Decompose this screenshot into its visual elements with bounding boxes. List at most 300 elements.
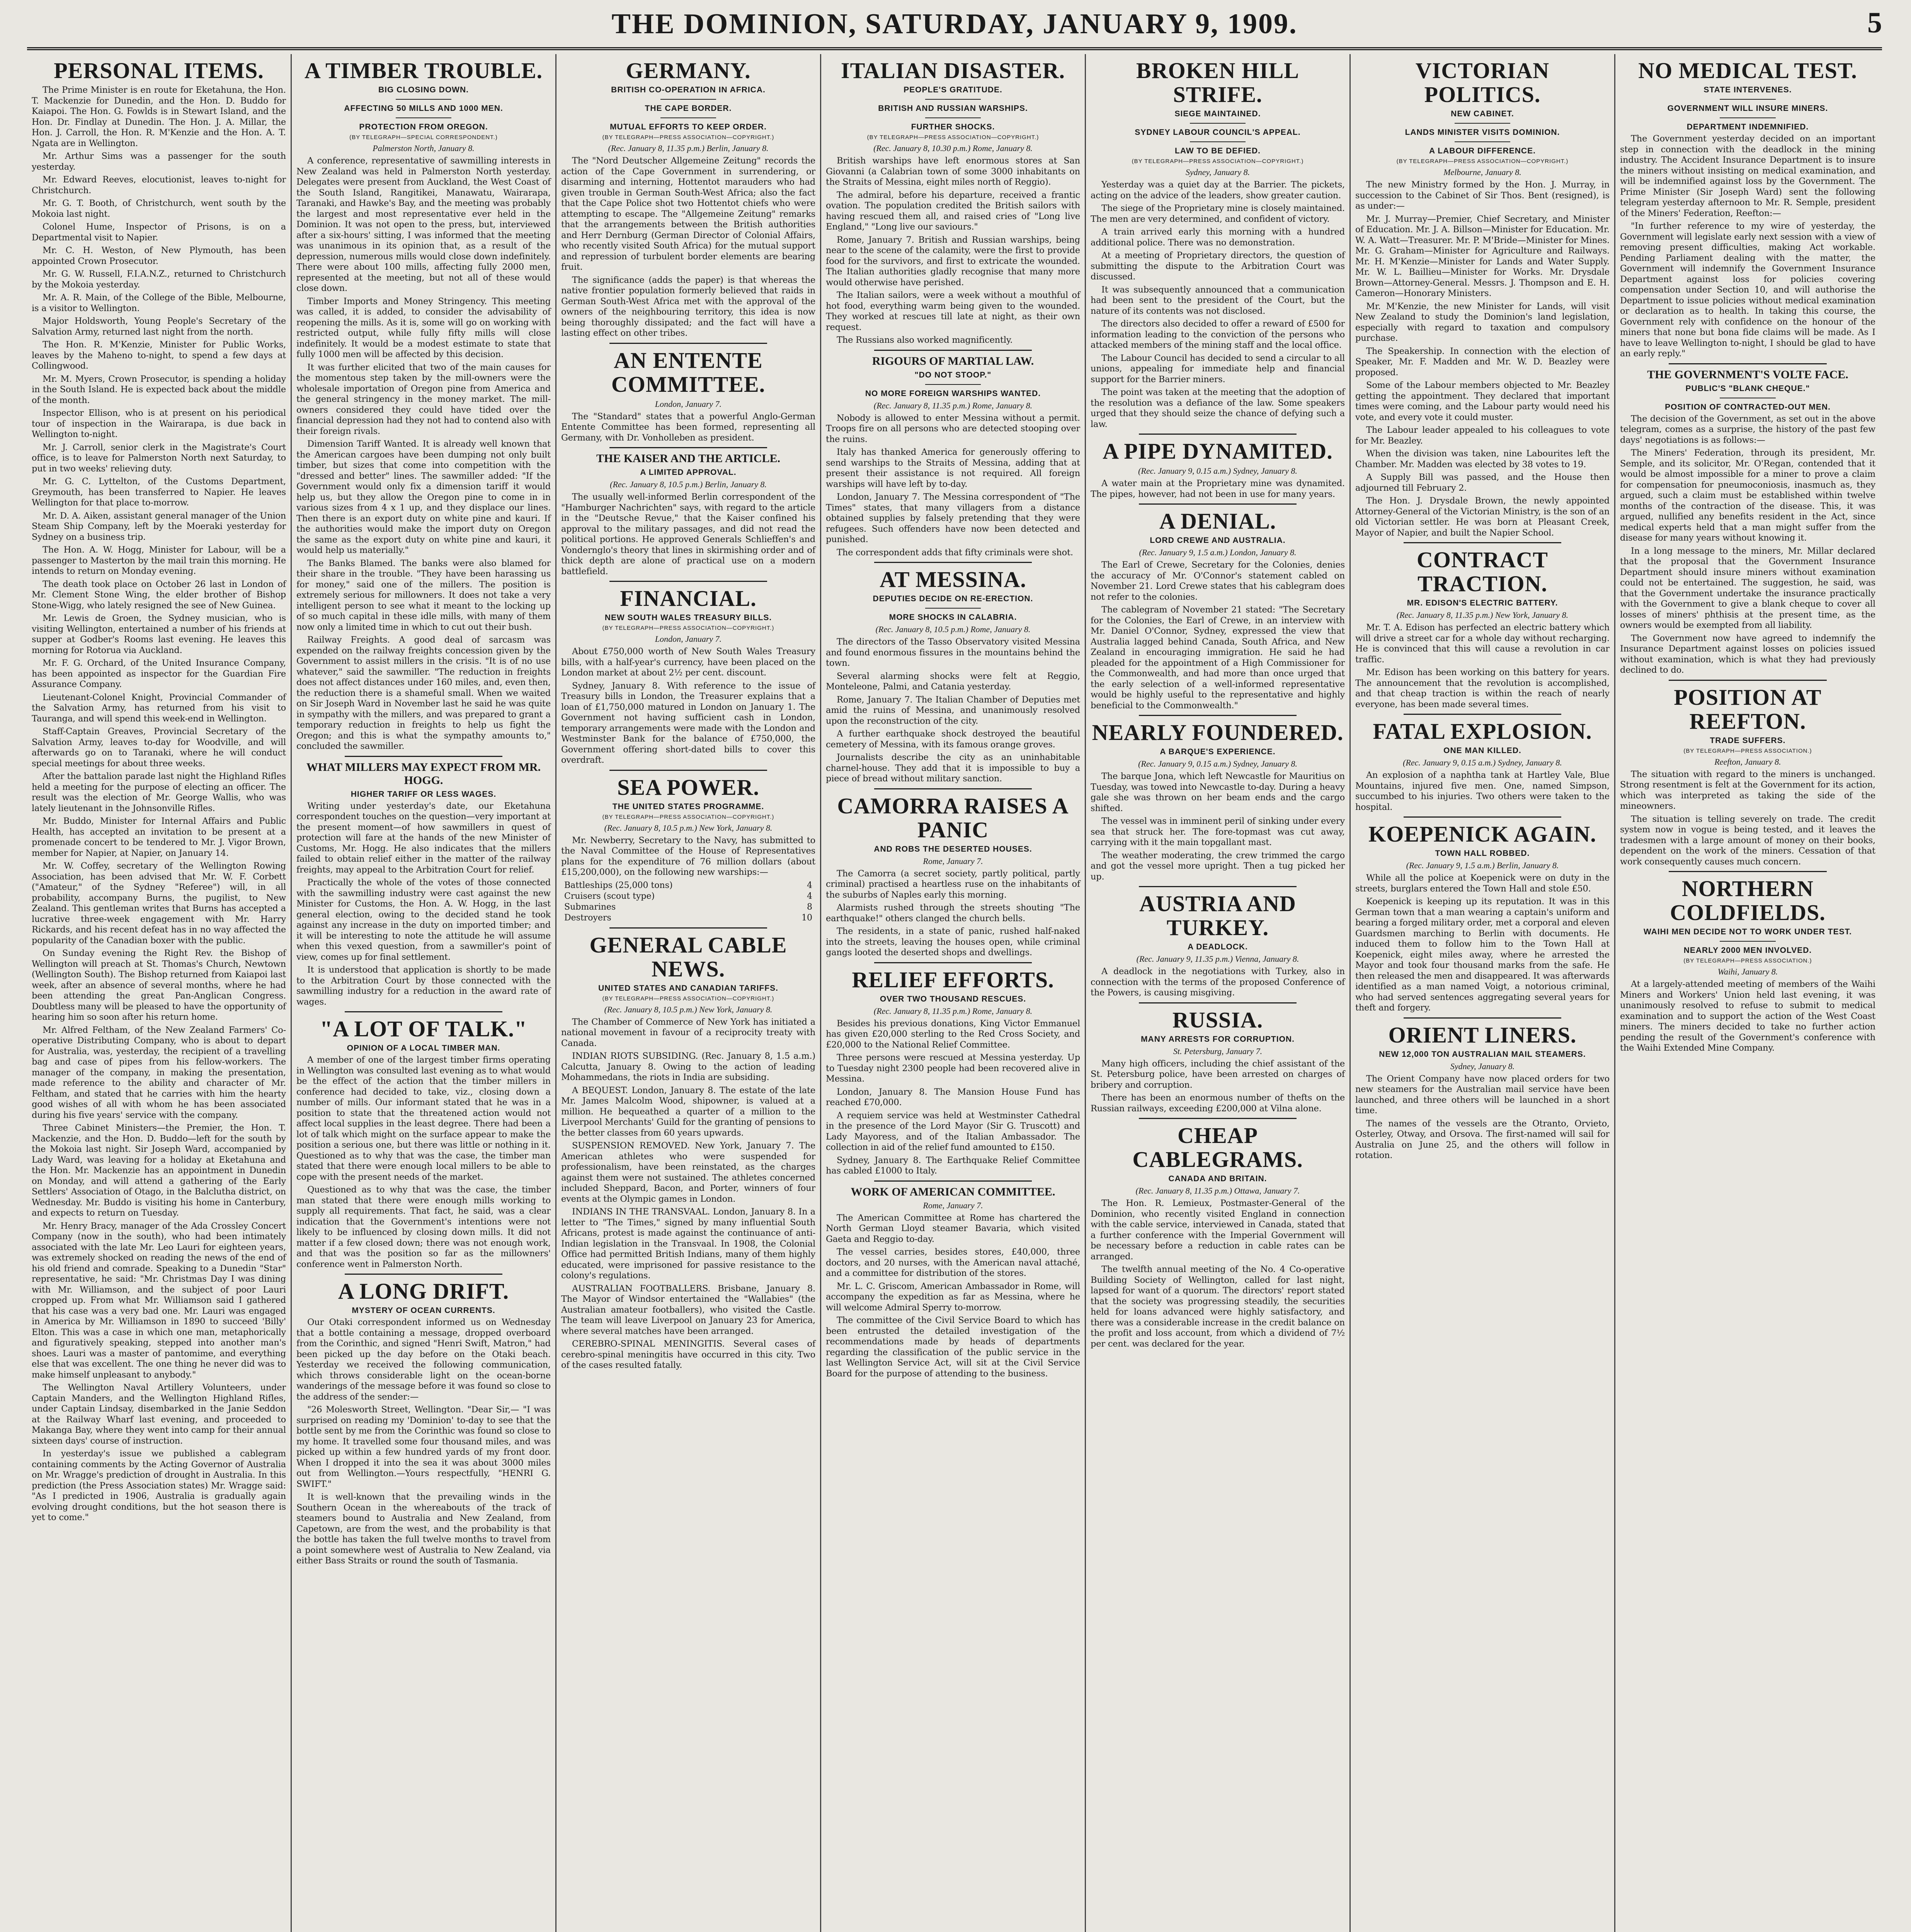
article-paragraph: A further earthquake shock destroyed the beautiful cemetery of Messina, with its famous orange groves. (826, 729, 1080, 750)
divider (925, 99, 981, 100)
table-row (561, 880, 815, 891)
article-paragraph: Questioned as to why that was the case, the timber man stated that there were enough mills working to supply all requirements. That fact, he said, was a clear indication that the Government's intentions were not likely to be influenced by closing down mills. It did not matter if a few closed down; there was not enough work, and that was the position so far as the millowners' conference went in Palmerston North. (296, 1185, 551, 1269)
dateline: (Rec. January 8, 11.35 p.m.) Berlin, January 8. (608, 143, 769, 153)
article-paragraph: Writing under yesterday's date, our Eketahuna correspondent touches on the question—very important at the present moment—of how sawmillers in quest of protection will fare at the hands of the new Minister of Customs, Mr. Hogg. He also indicates that the millers failed to obtain relief either in the matter of the railway freights, may appeal to the Arbitration Court for relief. (296, 801, 551, 875)
article (1355, 542, 1610, 710)
table-cell-label: Destroyers (564, 913, 611, 923)
article (561, 343, 815, 444)
article-paragraph: There has been an enormous number of thefts on the Russian railways, exceeding £200,000 at Vilna alone. (1091, 1093, 1345, 1114)
article-paragraph: Several alarming shocks were felt at Reggio, Monteleone, Palmi, and Catania yesterday. (826, 671, 1080, 692)
article-paragraph: INDIAN RIOTS SUBSIDING. (Rec. January 8, 1.5 a.m.) Calcutta, January 8. Owing to the action of leading Mohammedans, the riots in India are subsiding. (561, 1051, 815, 1082)
masthead (27, 5, 1882, 50)
dateline: (Rec. January 8, 11.35 p.m.) Rome, January 8. (873, 400, 1033, 410)
article (1620, 680, 1875, 867)
dateline: Sydney, January 8. (1450, 1061, 1515, 1071)
article-paragraph: The directors also decided to offer a reward of £500 for information leading to the conviction of the persons who attacked members of the mining staff and the local office. (1091, 319, 1345, 350)
article-paragraph: The usually well-informed Berlin correspondent of the "Hamburger Nachrichten" says, with regard to the article in the "Deutsche Revue," that the Kaiser confined his approval to the military passages, and did not read the political portions. He approved Generals Schlieffen's and Vondernglo's theory that lines in skirmishing order and of thick depth are alone of practical use on a modern battlefield. (561, 492, 815, 577)
headline: THE GOVERNMENT'S VOLTE FACE. (1647, 368, 1848, 381)
article (1091, 434, 1345, 500)
article-paragraph: Mr. T. A. Edison has perfected an electric battery which will drive a street car for a whole day without recharging. He is convinced that this will cause a revolution in car traffic. (1355, 622, 1610, 665)
subheadline: TOWN HALL ROBBED. (1435, 849, 1530, 858)
article-paragraph: Inspector Ellison, who is at present on his periodical tour of inspection in the Wairarapa, is due back in Wellington to-night. (32, 408, 286, 439)
subheadline: ONE MAN KILLED. (1443, 746, 1521, 755)
article (561, 770, 815, 923)
divider (660, 117, 716, 118)
article-paragraph: Mr. M'Kenzie, the new Minister for Lands, will visit New Zealand to study the Dominion's land legislation, especially with regard to taxation and compulsory purchase. (1355, 301, 1610, 343)
divider (1139, 1002, 1297, 1003)
telegraph-credit: (BY TELEGRAPH—PRESS ASSOCIATION—COPYRIGHT.) (602, 134, 774, 141)
article-paragraph: The Prime Minister is en route for Eketahuna, the Hon. T. Mackenzie for Dunedin, and the Hon. D. Buddo for Kaiapoi. The Hon. G. Fowlds is in Stewart Island, and the Hon. Dr. Findlay at Dunedin. The Hon. J. A. Millar, the Hon. J. Carroll, the Hon. R. M'Kenzie and the Hon. A. T. Ngata are in Wellington. (32, 85, 286, 148)
dateline: (Rec. January 8, 10.30 p.m.) Rome, January 8. (873, 143, 1033, 153)
divider (874, 562, 1032, 563)
article-paragraph: A water main at the Proprietary mine was dynamited. The pipes, however, had not been in use for many years. (1091, 478, 1345, 499)
article-paragraph: Three Cabinet Ministers—the Premier, the Hon. T. Mackenzie, and the Hon. D. Buddo—left for the south by the Mokoia last night. Sir Joseph Ward, accompanied by Lady Ward, was leaving for a holiday at Eketahuna and the Hon. Mr. Mackenzie has an appointment in Dunedin on Monday, and will attend a gathering of the Early Settlers' Association of Otago, in the Balclutha district, on Wednesday. Mr. Buddo is visiting his home in Canterbury, and expects to return on Tuesday. (32, 1123, 286, 1218)
article-paragraph: London, January 7. The Messina correspondent of "The Times" states, that many villagers from a distance obtained supplies by falsely pretending that they were refugees. Such offenders have now been detected and punished. (826, 492, 1080, 544)
subheadline: UNITED STATES AND CANADIAN TARIFFS. (598, 983, 778, 993)
article (1620, 363, 1875, 676)
telegraph-credit: (BY TELEGRAPH—PRESS ASSOCIATION.) (1683, 747, 1812, 754)
subheadline: DEPARTMENT INDEMNIFIED. (1686, 122, 1809, 131)
dateline: (Rec. January 8, 11.35 p.m.) New York, January 8. (1396, 610, 1569, 620)
article-paragraph: A deadlock in the negotiations with Turkey, also in connection with the terms of the proposed Conference of the Powers, is causing misgiving. (1091, 966, 1345, 998)
divider (660, 99, 716, 100)
headline: KOEPENICK AGAIN. (1368, 821, 1596, 847)
headline: AUSTRIA AND TURKEY. (1139, 891, 1296, 940)
subheadline: BRITISH AND RUSSIAN WARSHIPS. (878, 104, 1028, 113)
headline: FATAL EXPLOSION. (1373, 719, 1592, 744)
headline: SEA POWER. (617, 774, 759, 800)
subheadline: BIG CLOSING DOWN. (378, 85, 469, 94)
subheadline: THE CAPE BORDER. (645, 104, 732, 113)
article-paragraph: Mr. J. Murray—Premier, Chief Secretary, and Minister of Education. Mr. J. A. Billson—Minister for Education. Mr. W. A. Watt—Treasurer. Mr. P. M'Bride—Minister for Mines. Mr. G. Graham—Minister for Agriculture and Railways. Mr. H. M'Kenzie—Minister for Lands and Water Supply. Mr. W. L. Baillieu—Minister for Works. Mr. Drysdale Brown—Attorney-General. Messrs. J. Thompson and E. H. Cameron—Honorary Ministers. (1355, 214, 1610, 298)
divider (345, 1274, 502, 1275)
headline: ORIENT LINERS. (1388, 1022, 1577, 1048)
dateline: Palmerston North, January 8. (373, 143, 475, 153)
headline: CONTRACT TRACTION. (1417, 547, 1548, 596)
divider (1190, 123, 1246, 124)
subheadline: NEW SOUTH WALES TREASURY BILLS. (604, 613, 772, 622)
dateline: (Rec. January 9, 0.15 a.m.) Sydney, January 8. (1138, 759, 1297, 769)
headline: GERMANY. (626, 58, 751, 83)
article-paragraph: Besides his previous donations, King Victor Emmanuel has given £20,000 sterling to the Red Cross Society, and £20,000 to the National Relief Committee. (826, 1018, 1080, 1050)
subheadline: NEW 12,000 TON AUSTRALIAN MAIL STEAMERS. (1379, 1049, 1586, 1059)
article (561, 447, 815, 577)
article-paragraph: Mr. Henry Bracy, manager of the Ada Crossley Concert Company (now in the south), who had been intimately associated with the late Mr. Leo Lauri for eighteen years, was extremely shocked on reading the news of the end of his old friend and comrade. Speaking to a Dunedin "Star" representative, he said: "Mr. Christmas Day I was dining with Mr. Williamson, and the subject of poor Lauri cropped up. From what Mr. Williamson said I gathered that his case was a very bad one. Mr. Lauri was engaged in America by Mr. Williamson in 1890 to succeed 'Billy' Elton. This was a case in which one man, metaphorically and figuratively speaking, stepped into another man's shoes. Lauri was a master of pantomime, and everything else that was excellent. The one thing he never did was to make himself unpleasant to anybody." (32, 1221, 286, 1380)
headline: NEARLY FOUNDERED. (1092, 720, 1344, 745)
article-paragraph: The Hon. J. Drysdale Brown, the newly appointed Attorney-General of the Victorian Ministry, is the son of an old Victorian settler. He was born at Pleasant Creek, Mayor of Napier, and built the Napier School. (1355, 496, 1610, 538)
divider (1404, 1017, 1561, 1019)
headline: WHAT MILLERS MAY EXPECT FROM MR. HOGG. (306, 760, 541, 787)
dateline: (Rec. January 9, 11.35 p.m.) Vienna, January 8. (1136, 954, 1299, 964)
article-paragraph: The Italian sailors, were a week without a mouthful of hot food, everything warm being given to the wounded. They worked at rescues till late at night, as their own request. (826, 290, 1080, 332)
article-paragraph: London, January 8. The Mansion House Fund has reached £70,000. (826, 1087, 1080, 1107)
article (1355, 714, 1610, 813)
article-paragraph: Mr. Edward Reeves, elocutionist, leaves to-night for Christchurch. (32, 175, 286, 196)
subheadline: LAW TO BE DEFIED. (1175, 146, 1261, 155)
article-paragraph: The Miners' Federation, through its president, Mr. Semple, and its solicitor, Mr. O'Regan, contended that it would be almost impossible for a miner to prove a claim for compensation for pneumoconiosis, inasmuch as, they argued, such a claim must be established within twelve months of the contraction of the disease. This, it was argued, nullified any benefits resident in the Act, since medical experts held that a man might suffer from the disease for many years without knowing it. (1620, 448, 1875, 543)
dateline: (Rec. January 9, 0.15 a.m.) Sydney, January 8. (1138, 466, 1297, 476)
column (821, 54, 1086, 1932)
headline: VICTORIAN POLITICS. (1415, 58, 1550, 107)
article-paragraph: Mr. Buddo, Minister for Internal Affairs and Public Health, has accepted an invitation to be present at a promenade concert to be tendered to Mr. J. Vigor Brown, member for Napier, at Napier, on January 14. (32, 816, 286, 858)
headline: AT MESSINA. (880, 567, 1026, 592)
divider (1455, 141, 1511, 142)
article-paragraph: Many high officers, including the chief assistant of the St. Petersburg police, have been arrested on charges of bribery and corruption. (1091, 1058, 1345, 1090)
article-paragraph: A Supply Bill was passed, and the House then adjourned till February 2. (1355, 472, 1610, 493)
article-paragraph: Colonel Hume, Inspector of Prisons, is on a Departmental visit to Napier. (32, 222, 286, 243)
article-paragraph: The Speakership. In connection with the election of Speaker, Mr. F. Madden and Mr. W. D. Beazley were proposed. (1355, 346, 1610, 378)
article-paragraph: Mr. G. W. Russell, F.I.A.N.Z., returned to Christchurch by the Mokoia yesterday. (32, 269, 286, 290)
article-paragraph: The Hon. R. Lemieux, Postmaster-General of the Dominion, who recently visited England in connection with the cable service, interviewed in Canada, stated that a further conference with the Imperial Government will be necessary before a reduction in cable rates can be arranged. (1091, 1198, 1345, 1262)
column (1086, 54, 1351, 1932)
divider (345, 1011, 502, 1012)
article-paragraph: The twelfth annual meeting of the No. 4 Co-operative Building Society of Wellington, called for last night, lapsed for want of a quorum. The directors' report stated that the society was progressing steadily, the securities held for loans advanced were highly satisfactory, and there was a considerable increase in the credit balance on the profit and loss account, from which a dividend of 7½ per cent. was declared for the year. (1091, 1264, 1345, 1349)
headline: THE KAISER AND THE ARTICLE. (596, 452, 781, 465)
telegraph-credit: (BY TELEGRAPH—PRESS ASSOCIATION—COPYRIGHT.) (602, 995, 774, 1002)
article-paragraph: The Government yesterday decided on an important step in connection with the deadlock in the mining industry. The Accident Insurance Department is to insure the miners without insisting on medical examination, and will be indemnified against loss by the Government. The Prime Minister (Sir Joseph Ward) sent the following telegram yesterday afternoon to Mr. R. Semple, president of the Miners' Federation, Reefton:— (1620, 134, 1875, 218)
article (32, 59, 286, 1523)
article-paragraph: Rome, January 7. British and Russian warships, being near to the scene of the calamity, were the first to provide food for the survivors, and first to extricate the wounded. The Italian authorities gladly recognise that many more would otherwise have perished. (826, 235, 1080, 287)
article-paragraph: Sydney, January 8. With reference to the issue of Treasury bills in London, the Treasurer explains that a loan of £1,750,000 matured in London on January 1. The Government not having sufficient cash in London, temporary arrangements were made with the London and Westminster Bank for the balance of £750,000, the Government offering short-dated bills to cover this overdraft. (561, 680, 815, 765)
subheadline: MUTUAL EFFORTS TO KEEP ORDER. (610, 122, 767, 131)
article-paragraph: The "Standard" states that a powerful Anglo-German Entente Committee has been formed, representing all Germany, with Dr. Vonholleben as president. (561, 411, 815, 443)
article-paragraph: The residents, in a state of panic, rushed half-naked into the streets, leaving the houses open, while criminal gangs looted the deserted shops and dwellings. (826, 926, 1080, 957)
article (1355, 1017, 1610, 1161)
article (826, 59, 1080, 346)
article (1091, 715, 1345, 882)
article (826, 1180, 1080, 1379)
article (561, 927, 815, 1371)
article-paragraph: A requiem service was held at Westminster Cathedral in the presence of the Lord Mayor (Sir G. Truscott) and Lady Mayoress, and of the Italian Ambassador. The collection in aid of the relief fund amounted to £150. (826, 1110, 1080, 1152)
dateline: (Rec. January 9, 1.5 a.m.) London, January 8. (1139, 548, 1297, 557)
telegraph-credit: (BY TELEGRAPH—PRESS ASSOCIATION—COPYRIGHT.) (1396, 158, 1569, 165)
subheadline: GOVERNMENT WILL INSURE MINERS. (1667, 104, 1828, 113)
column (1615, 54, 1880, 1932)
article-paragraph: Mr. A. R. Main, of the College of the Bible, Melbourne, is a visitor to Wellington. (32, 293, 286, 313)
article-paragraph: The new Ministry formed by the Hon. J. Murray, in succession to the Cabinet of Sir Thos. Bent (resigned), is as under:— (1355, 180, 1610, 211)
warship-table (561, 880, 815, 923)
article (826, 788, 1080, 958)
article-paragraph: The Wellington Naval Artillery Volunteers, under Captain Manders, and the Wellington Highland Rifles, under Captain Lindsay, disembarked in the Janie Seddon at the Railway Wharf last evening, and proceeded to Makanga Bay, where they went into camp for their annual sixteen days' course of instruction. (32, 1383, 286, 1446)
headline: NORTHERN COLDFIELDS. (1670, 876, 1826, 925)
article-paragraph: The barque Jona, which left Newcastle for Mauritius on Tuesday, was towed into Newcastle to-day. During a heavy gale she was thrown on her beam ends and the cargo shifted. (1091, 771, 1345, 813)
headline: CHEAP CABLEGRAMS. (1132, 1123, 1303, 1172)
article-paragraph: The death took place on October 26 last in London of Mr. Clement Stone Wing, the elder brother of Bishop Stone-Wigg, who lately resigned the see of New Guinea. (32, 579, 286, 611)
article-paragraph: The weather moderating, the crew trimmed the cargo and got the vessel more upright. Then a tug picked her up. (1091, 850, 1345, 882)
divider (345, 756, 502, 757)
article-paragraph: Mr. Arthur Sims was a passenger for the south yesterday. (32, 151, 286, 172)
divider (925, 384, 981, 385)
dateline: (Rec. January 8, 10.5 p.m.) New York, January 8. (604, 1004, 773, 1014)
dateline: (Rec. January 9, 0.15 a.m.) Sydney, January 8. (1403, 758, 1562, 767)
article-paragraph: The Labour leader appealed to his colleagues to vote for Mr. Beazley. (1355, 425, 1610, 446)
divider (1139, 886, 1297, 887)
column (27, 54, 292, 1932)
article-paragraph: Sydney, January 8. The Earthquake Relief Committee has cabled £1000 to Italy. (826, 1155, 1080, 1176)
headline: RIGOURS OF MARTIAL LAW. (872, 354, 1034, 367)
divider (1404, 816, 1561, 818)
dateline: (Rec. January 9, 1.5 a.m.) Berlin, January 8. (1406, 861, 1559, 870)
dateline: Sydney, January 8. (1185, 167, 1250, 177)
article-paragraph: On Sunday evening the Right Rev. the Bishop of Wellington will preach at St. Thomas's Church, Newtown (Wellington South). The Bishop returned from Kaiapoi last week, after an absence of several months, where he had been attending the great Pan-Anglican Congress. Doubtless many will be pleased to have the opportunity of hearing him so soon after his return home. (32, 948, 286, 1022)
dateline: Waihi, January 8. (1717, 967, 1778, 976)
article-paragraph: Staff-Captain Greaves, Provincial Secretary of the Salvation Army, leaves to-day for Woodville, and will afterwards go on to Taranaki, where he will conduct special meetings for about three weeks. (32, 726, 286, 769)
column (292, 54, 556, 1932)
article-paragraph: While all the police at Koepenick were on duty in the streets, burglars entered the Town Hall and stole £50. (1355, 873, 1610, 894)
subheadline: MORE SHOCKS IN CALABRIA. (889, 613, 1017, 622)
divider (874, 962, 1032, 963)
article-paragraph: Mr. J. Carroll, senior clerk in the Magistrate's Court office, is to leave for Palmerston North next Saturday, to put in two weeks' relieving duty. (32, 442, 286, 474)
article-paragraph: British warships have left enormous stores at San Giovanni (a Calabrian town of some 3000 inhabitants on the Straits of Messina, eight miles north of Reggio). (826, 156, 1080, 187)
article-paragraph: The Russians also worked magnificently. (837, 335, 1013, 345)
subheadline: FURTHER SHOCKS. (911, 122, 995, 131)
telegraph-credit: (BY TELEGRAPH—PRESS ASSOCIATION—COPYRIGHT.) (602, 813, 774, 820)
divider (1720, 941, 1776, 942)
subheadline: SIEGE MAINTAINED. (1174, 109, 1261, 118)
table-cell-label: Battleships (25,000 tons) (564, 880, 673, 890)
columns (27, 54, 1882, 1932)
subheadline: AFFECTING 50 MILLS AND 1000 MEN. (344, 104, 503, 113)
dateline: (Rec. January 8, 10.5 p.m.) Rome, January 8. (875, 624, 1031, 634)
article-paragraph: The Camorra (a secret society, partly political, partly criminal) practised a heartless ruse on the inhabitants of the suburbs of Naples early this morning. (826, 868, 1080, 900)
article-paragraph: Mr. L. C. Griscom, American Ambassador in Rome, will accompany the expedition as far as Messina, where he will welcome Admiral Sperry to-morrow. (826, 1281, 1080, 1313)
article-paragraph: The Labour Council has decided to send a circular to all unions, appealing for immediate help and financial support for the Barrier miners. (1091, 353, 1345, 384)
dateline: Melbourne, January 8. (1443, 167, 1521, 177)
article (826, 562, 1080, 784)
article-paragraph: The Hon. A. W. Hogg, Minister for Labour, will be a passenger to Masterton by the mail train this morning. He intends to return on Monday evening. (32, 545, 286, 576)
article-paragraph: After the battalion parade last night the Highland Rifles held a meeting for the purpose of electing an officer. The result was the election of Mr. George Wallis, who was lately lieutenant in the Johnsonville Rifles. (32, 771, 286, 813)
subheadline: TRADE SUFFERS. (1710, 736, 1786, 745)
article-paragraph: An explosion of a naphtha tank at Hartley Vale, Blue Mountains, injured five men. One, named Simpson, succumbed to his injuries. Two others were taken to the hospital. (1355, 770, 1610, 812)
headline: A DENIAL. (1159, 509, 1276, 534)
article-paragraph: Mr. C. H. Weston, of New Plymouth, has been appointed Crown Prosecutor. (32, 245, 286, 266)
subheadline: NEW CABINET. (1451, 109, 1514, 118)
article-paragraph: In yesterday's issue we published a cablegram containing comments by the Acting Governor of Australia on Mr. Wragge's prediction of drought in Australia. In this prediction (the Press Association states) Mr. Wragge said: "As I predicted in 1906, Australia is gradually again evolving drought conditions, but the hot season there is yet to come." (32, 1449, 286, 1522)
article-paragraph: The names of the vessels are the Otranto, Orvieto, Osterley, Otway, and Orsova. The first-named will sail for Australia on June 25, and the others will follow in rotation. (1355, 1118, 1610, 1160)
divider (396, 99, 452, 100)
article (1620, 59, 1875, 359)
article (1355, 59, 1610, 538)
article-paragraph: The Government now have agreed to indemnify the Insurance Department against losses on policies issued without examination, which is what they had previously declined to do. (1620, 633, 1875, 675)
column (1351, 54, 1615, 1932)
divider (609, 447, 767, 448)
table-cell-value: 10 (801, 913, 812, 923)
divider (609, 927, 767, 929)
page-number: 5 (1867, 7, 1882, 39)
article-paragraph: Alarmists rushed through the streets shouting "The earthquake!" others clanged the church bells. (826, 903, 1080, 923)
article-paragraph: The point was taken at the meeting that the adoption of the resolution was a defiance of the law. Some speakers urged that they should seize the chance of defying such a law. (1091, 387, 1345, 429)
article-paragraph: "In further reference to my wire of yesterday, the Government will legislate early next session with a view of removing present difficulties, making Act workable. Pending Parliament dealing with the matter, the Government will indemnify the Government Insurance Department against loss for policies covering compensation under Section 10, and will authorise the Department to issue policies without medical examination or declaration as to health. In taking this course, the Government rely with confidence on the honour of the miners that none but bona fide claims will be made. As I have to leave Wellington to-night, I should be glad to have an early reply." (1620, 221, 1875, 359)
divider (1404, 542, 1561, 543)
article-paragraph: The decision of the Government, as set out in the above telegram, comes as a surprise, the history of the past few days' negotiations is as follows:— (1620, 413, 1875, 445)
article (1091, 1118, 1345, 1349)
divider (925, 117, 981, 118)
table-cell-value: 4 (807, 880, 812, 890)
divider (1720, 99, 1776, 100)
article-paragraph: CEREBRO-SPINAL MENINGITIS. Several cases of cerebro-spinal meningitis have occurred in this city. Two of the cases resulted fatally. (561, 1339, 815, 1370)
dateline: Rome, January 7. (923, 1200, 983, 1210)
article (561, 581, 815, 766)
article-paragraph: Mr. Edison has been working on this battery for years. The announcement that the revolution is accomplished, and that cheap traction is within the reach of nearly everyone, has been made several times. (1355, 667, 1610, 709)
page-title: THE DOMINION, SATURDAY, JANUARY 9, 1909. (611, 8, 1298, 40)
table-cell-value: 8 (807, 902, 812, 912)
divider (1139, 1118, 1297, 1119)
article-paragraph: The situation with regard to the miners is unchanged. Strong resentment is felt at the Government for its action, which was interpreted as taking the side of the mineowners. (1620, 769, 1875, 811)
dateline: Reefton, January 8. (1714, 757, 1781, 767)
article-paragraph: Nobody is allowed to enter Messina without a permit. Troops fire on all persons who are detected stooping over the ruins. (826, 413, 1080, 444)
telegraph-credit: (BY TELEGRAPH—PRESS ASSOCIATION.) (1683, 957, 1812, 964)
article-paragraph: Mr. M. Myers, Crown Prosecutor, is spending a holiday in the South Island. He is expected back about the middle of the month. (32, 374, 286, 405)
divider (1190, 141, 1246, 142)
divider (396, 117, 452, 118)
headline: PERSONAL ITEMS. (54, 58, 264, 83)
article-paragraph: Dimension Tariff Wanted. It is already well known that the American cargoes have been dumping not only built timber, but sizes that come into competition with the "dressed and better" lines. The sawmiller added: "If the Government would only fix a dimension tariff it would help us, but they allow the Oregon pine to come in in various sizes from 4 x 1 up, and they displace our lines. Then there is an export duty on white pine and kauri. If the authorities would make the import duty on Oregon the same as the export duty on white pine and kauri, it would help us materially." (296, 439, 551, 555)
dateline: (Rec. January 8, 10.5 p.m.) Berlin, January 8. (610, 480, 767, 489)
subheadline: DEPUTIES DECIDE ON RE-ERECTION. (873, 594, 1033, 603)
headline: WORK OF AMERICAN COMMITTEE. (851, 1185, 1055, 1198)
article (1091, 1002, 1345, 1114)
article-paragraph: The situation is telling severely on trade. The credit system now in vogue is being tested, and it leaves the tradesmen with a large amount of money on their books, dependent on the work of the miners. Cessation of that work consequently causes much concern. (1620, 814, 1875, 867)
divider (925, 608, 981, 609)
article-paragraph: Railway Freights. A good deal of sarcasm was expended on the railway freights concession given by the Government to assist millers in the crisis. "It is of no use whatever," said the sawmiller. "The reduction in freights does not affect distances under 160 miles, and, even then, the reduction there is a shameful small. When we waited on Sir Joseph Ward in November last he said he was quite in sympathy with the millers, and was prepared to grant a temporary reduction in freights to help us fight the Oregon; and this is what the sympathy amounts to," concluded the sawmiller. (296, 635, 551, 751)
subheadline: CANADA AND BRITAIN. (1168, 1174, 1267, 1183)
subheadline: A DEADLOCK. (1187, 942, 1248, 951)
telegraph-credit: (BY TELEGRAPH—SPECIAL CORRESPONDENT.) (349, 134, 498, 141)
dateline: London, January 7. (655, 634, 722, 644)
subheadline: LORD CREWE AND AUSTRALIA. (1150, 536, 1286, 545)
article (1355, 816, 1610, 1014)
article-paragraph: The "Nord Deutscher Allgemeine Zeitung" records the action of the Cape Government in surrendering, or disarming and interning, Hottentot marauders who had given trouble in German South-West Africa; also the fact that the Cape Police shot two Hottentot chiefs who were attempting to escape. The "Allgemeine Zeitung" remarks that the arrangements between the British authorities and Herr Dernburg (German Director of Colonial Affairs, who recently visited South Africa) for the mutual support and repression of turbulent border elements are bearing fruit. (561, 156, 815, 272)
article-paragraph: In a long message to the miners, Mr. Millar declared that the proposal that the Government Insurance Department should insure miners without examination could not be entertained. The suggestion, he said, was that the Government undertake the insurance practically with the Government to give a blank cheque to cover all losses of miners' phthisis at the present time, as the owners would be exempted from all liability. (1620, 546, 1875, 630)
subheadline: "DO NOT STOOP." (914, 370, 992, 379)
article-paragraph: Mr. G. T. Booth, of Christchurch, went south by the Mokoia last night. (32, 198, 286, 219)
subheadline: OVER TWO THOUSAND RESCUES. (880, 994, 1026, 1003)
table-cell-label: Cruisers (scout type) (564, 891, 655, 901)
article (296, 756, 551, 1008)
article-paragraph: "26 Molesworth Street, Wellington. "Dear Sir,— "I was surprised on reading my 'Dominion' to-day to see that the bottle sent by me from the Corinthic was found so close to my home. It travelled some four thousand miles, and was picked up within a few hundred yards of my front door. When I dropped it into the sea it was about 3000 miles out from Wellington.—Yours respectfully, "HENRI G. SWIFT." (296, 1405, 551, 1489)
subheadline: BRITISH CO-OPERATION IN AFRICA. (611, 85, 766, 94)
article-paragraph: Mr. Newberry, Secretary to the Navy, has submitted to the Naval Committee of the House of Representatives plans for the expenditure of 76 million dollars (about £15,200,000), on the following new warships:— (561, 835, 815, 877)
subheadline: WAIHI MEN DECIDE NOT TO WORK UNDER TEST. (1644, 927, 1852, 936)
article-paragraph: The admiral, before his departure, received a frantic ovation. The population credited the British sailors with having rescued them all, and raised cries of "Long live England," "Long live our saviours." (826, 190, 1080, 232)
divider (609, 770, 767, 771)
headline: POSITION AT REEFTON. (1674, 684, 1822, 734)
headline: "A LOT OF TALK." (320, 1016, 527, 1041)
article-paragraph: It is understood that application is shortly to be made to the Arbitration Court by those connected with the sawmilling industry for a reduction in the award rate of wages. (296, 965, 551, 1007)
subheadline: OPINION OF A LOCAL TIMBER MAN. (347, 1044, 500, 1053)
headline: FINANCIAL. (620, 586, 757, 611)
article-paragraph: Mr. W. Coffey, secretary of the Wellington Rowing Association, has been advised that Mr. W. F. Corbett ("Amateur," of the Sydney "Referee") will, in all probability, accompany Burns, the pugilist, to New Zealand. This gentleman writes that Burns has accepted a lucrative three-week engagement with Mr. Harry Rickards, and his recent defeat has in no way affected the popularity of the Canadian boxer with the public. (32, 861, 286, 946)
article-paragraph: Mr. D. A. Aiken, assistant general manager of the Union Steam Ship Company, left by the Moeraki yesterday for Sydney on a business trip. (32, 510, 286, 542)
telegraph-credit: (BY TELEGRAPH—PRESS ASSOCIATION—COPYRIGHT.) (602, 625, 774, 631)
subheadline: MR. EDISON'S ELECTRIC BATTERY. (1407, 599, 1558, 607)
table-cell-value: 4 (807, 891, 812, 901)
article-paragraph: Yesterday was a quiet day at the Barrier. The pickets, acting on the advice of the leaders, show greater caution. (1091, 180, 1345, 201)
article (561, 59, 815, 339)
article-paragraph: Koepenick is keeping up its reputation. It was in this German town that a man wearing a captain's uniform and bearing a forged military order, met a corporal and eleven Guardsmen marching to Berlin with documents. He induced them to follow him to the Town Hall at Koepenick, eight miles away, where he arrested the Mayor and took four thousand marks from the safe. He then released the men and disappeared. It was afterwards identified as a man named Voigt, a notorious criminal, who had served sentences aggregating several years for theft and forgery. (1355, 896, 1610, 1013)
article-paragraph: The vessel carries, besides stores, £40,000, three doctors, and 20 nurses, with the American naval attaché, and a committee for distribution of the stores. (826, 1247, 1080, 1278)
article-paragraph: It was subsequently announced that a communication had been sent to the president of the Court, but the nature of its contents was not disclosed. (1091, 284, 1345, 316)
article (826, 962, 1080, 1177)
headline: GENERAL CABLE NEWS. (589, 932, 787, 981)
divider (1404, 714, 1561, 715)
article-paragraph: Practically the whole of the votes of those connected with the sawmilling industry were cast against the new Minister for Customs, the Hon. A. W. Hogg, in the last general election, owing to the decided stand he took against any increase in the duty on imported timber; and it will be interesting to note the attitude he will assume when this vexed question, from a sawmiller's point of view, comes up for final settlement. (296, 878, 551, 962)
article-paragraph: Timber Imports and Money Stringency. This meeting was called, it is added, to consider the advisability of reopening the mills. As it is, some will go on working with restricted output, while fully fifty mills will close indefinitely. It would be a modest estimate to state that fully 1000 men will be affected by this decision. (296, 296, 551, 359)
article-paragraph: The Chamber of Commerce of New York has initiated a national movement in favour of a reciprocity treaty with Canada. (561, 1017, 815, 1048)
telegraph-credit: (BY TELEGRAPH—PRESS ASSOCIATION—COPYRIGHT.) (867, 134, 1039, 141)
article-paragraph: Major Holdsworth, Young People's Secretary of the Salvation Army, returned last night from the north. (32, 316, 286, 337)
article-paragraph: The American Committee at Rome has chartered the North German Lloyd steamer Bavaria, which visited Gaeta and Reggio to-day. (826, 1213, 1080, 1244)
subheadline: SYDNEY LABOUR COUNCIL'S APPEAL. (1135, 128, 1301, 137)
article-paragraph: The committee of the Civil Service Board to which has been entrusted the detailed investigation of the recommendations made by heads of departments regarding the classification of the public service in the last Wellington Service Act, will sit at the Civil Service Board for the purpose of attending to the business. (826, 1315, 1080, 1379)
column (556, 54, 821, 1932)
headline: BROKEN HILL STRIFE. (1136, 58, 1299, 107)
divider (1669, 363, 1827, 364)
subheadline: PUBLIC'S "BLANK CHEQUE." (1685, 384, 1810, 393)
headline: RUSSIA. (1172, 1007, 1263, 1032)
article-paragraph: Some of the Labour members objected to Mr. Beazley getting the appointment. They declared that important times were coming, and the Labour party would need his vote, and every vote it could muster. (1355, 380, 1610, 422)
dateline: (Rec. January 8, 11.35 p.m.) Rome, January 8. (873, 1006, 1033, 1016)
article-paragraph: When the division was taken, nine Labourites left the Chamber. Mr. Madden was elected by 38 votes to 19. (1355, 449, 1610, 469)
article-paragraph: AUSTRALIAN FOOTBALLERS. Brisbane, January 8. The Mayor of Windsor entertained the "Wallabies" (the Australian amateur footballers), who visited the Castle. The team will leave Liverpool on January 23 for America, where several matches have been arranged. (561, 1283, 815, 1336)
article-paragraph: The Banks Blamed. The banks were also blamed for their share in the trouble. "They have been harassing us for money," said one of the millers. The position is extremely serious for millowners. It does not take a very intelligent person to see what it meant to the locking up of so much capital in these idle mills, with many of them now only a limited time in which to cut out their bush. (296, 558, 551, 632)
article-paragraph: INDIANS IN THE TRANSVAAL. London, January 8. In a letter to "The Times," signed by many influential South Africans, protest is made against the continuance of anti-Indian legislation in the Transvaal. In 1908, the Colonial Office had permitted British Indians, many of them highly educated, were imprisoned for passive resistance to the colony's regulations. (561, 1207, 815, 1281)
table-cell-label: Submarines (564, 902, 616, 912)
article-paragraph: Mr. Alfred Feltham, of the New Zealand Farmers' Co-operative Distributing Company, who is about to depart for Australia, was, yesterday, the recipient of a travelling bag and case of pipes from his fellow-workers. The manager of the company, in making the presentation, made reference to the ability and character of Mr. Feltham, and stated that he carries with him the hearty good wishes of all with whom he has been associated during his five years' service with the company. (32, 1025, 286, 1120)
divider (1455, 123, 1511, 124)
subheadline: PROTECTION FROM OREGON. (359, 122, 488, 131)
article-paragraph: About £750,000 worth of New South Wales Treasury bills, with a half-year's currency, have been placed on the London market at about 2½ per cent. discount. (561, 646, 815, 678)
article-paragraph: The significance (adds the paper) is that whereas the native frontier population formerly believed that raids in German South-West Africa met with the approval of the owners of the neighbouring territory, this idea is now being thoroughly dissipated; and the fact will have a lasting effect on other tribes. (561, 275, 815, 338)
article-paragraph: Mr. G. C. Lyttelton, of the Customs Department, Greymouth, has been transferred to Napier. He leaves Wellington for that place to-morrow. (32, 476, 286, 508)
article (296, 1011, 551, 1270)
article-paragraph: The Orient Company have now placed orders for two new steamers for the Australian mail service have been launched, and three others will be launched in a short time. (1355, 1073, 1610, 1116)
article-paragraph: Italy has thanked America for generously offering to send warships to the Straits of Messina, adding that at present their assistance is not required. All foreign warships will have left by to-day. (826, 447, 1080, 489)
article (1091, 59, 1345, 430)
article-paragraph: A train arrived early this morning with a hundred additional police. There was no demonstration. (1091, 227, 1345, 248)
table-row (561, 902, 815, 913)
article (826, 350, 1080, 558)
dateline: St. Petersburg, January 7. (1173, 1046, 1263, 1056)
headline: RELIEF EFFORTS. (852, 967, 1054, 992)
subheadline: A BARQUE'S EXPERIENCE. (1160, 747, 1276, 756)
subheadline: LANDS MINISTER VISITS DOMINION. (1405, 128, 1560, 137)
table-row (561, 891, 815, 902)
article-paragraph: A conference, representative of sawmilling interests in New Zealand was held in Palmerston North yesterday. Delegates were present from Auckland, the West Coast of the South Island, Rangitikei, Manawatu, Wairarapa, Taranaki, and Hawke's Bay, and the meeting was probably the largest and most representative ever held in the Dominion. It was not open to the press, but, interviewed after a six-hours' sitting, I was informed that the meeting was unanimous in its opinion that, as a result of the depression, numerous mills would close down indefinitely. There were about 100 mills, affecting fully 2000 men, represented at the meeting, but not all of these would close down. (296, 156, 551, 293)
article-paragraph: The correspondent adds that fifty criminals were shot. (837, 547, 1073, 558)
article (1620, 871, 1875, 1054)
divider (1139, 715, 1297, 716)
divider (1669, 871, 1827, 872)
article-paragraph: At a largely-attended meeting of members of the Waihi Miners and Workers' Union held last evening, it was unanimously resolved to refuse to submit to medical examination and to support the action of the West Coast miners. The miners decided to take no further action pending the result of the Government's conference with the Waihi Extended Mine Company. (1620, 979, 1875, 1053)
subheadline: HIGHER TARIFF OR LESS WAGES. (351, 789, 497, 799)
divider (874, 788, 1032, 789)
article-paragraph: A BEQUEST. London, January 8. The estate of the late Mr. James Malcolm Wood, shipowner, is valued at a million. He bequeathed a quarter of a million to the Liverpool Merchants' Guild for the granting of pensions to the better classes from 60 years upwards. (561, 1085, 815, 1138)
article (1091, 886, 1345, 998)
article-paragraph: Our Otaki correspondent informed us on Wednesday that a bottle containing a message, dropped overboard from the Corinthic, and signed "Henri Swift, Matron," had been picked up the day before on the Otaki beach. Yesterday we received the following communication, which throws considerable light on the ocean-borne wanderings of the message before it was found so close to the address of the sender:— (296, 1317, 551, 1402)
dateline: (Rec. January 8, 11.35 p.m.) Ottawa, January 7. (1135, 1186, 1300, 1196)
divider (609, 343, 767, 344)
subheadline: A LABOUR DIFFERENCE. (1429, 146, 1536, 155)
divider (874, 350, 1032, 351)
article-paragraph: Rome, January 7. The Italian Chamber of Deputies met amid the ruins of Messina, and unanimously resolved upon the reconstruction of the city. (826, 694, 1080, 726)
article-paragraph: The Earl of Crewe, Secretary for the Colonies, denies the accuracy of Mr. O'Connor's statement cabled on November 21. Lord Crewe states that his cablegram does not refer to the colonies. (1091, 560, 1345, 602)
divider (1139, 503, 1297, 505)
subheadline: MANY ARRESTS FOR CORRUPTION. (1141, 1034, 1295, 1044)
divider (874, 1180, 1032, 1182)
headline: A TIMBER TROUBLE. (305, 58, 543, 83)
table-row (561, 913, 815, 923)
